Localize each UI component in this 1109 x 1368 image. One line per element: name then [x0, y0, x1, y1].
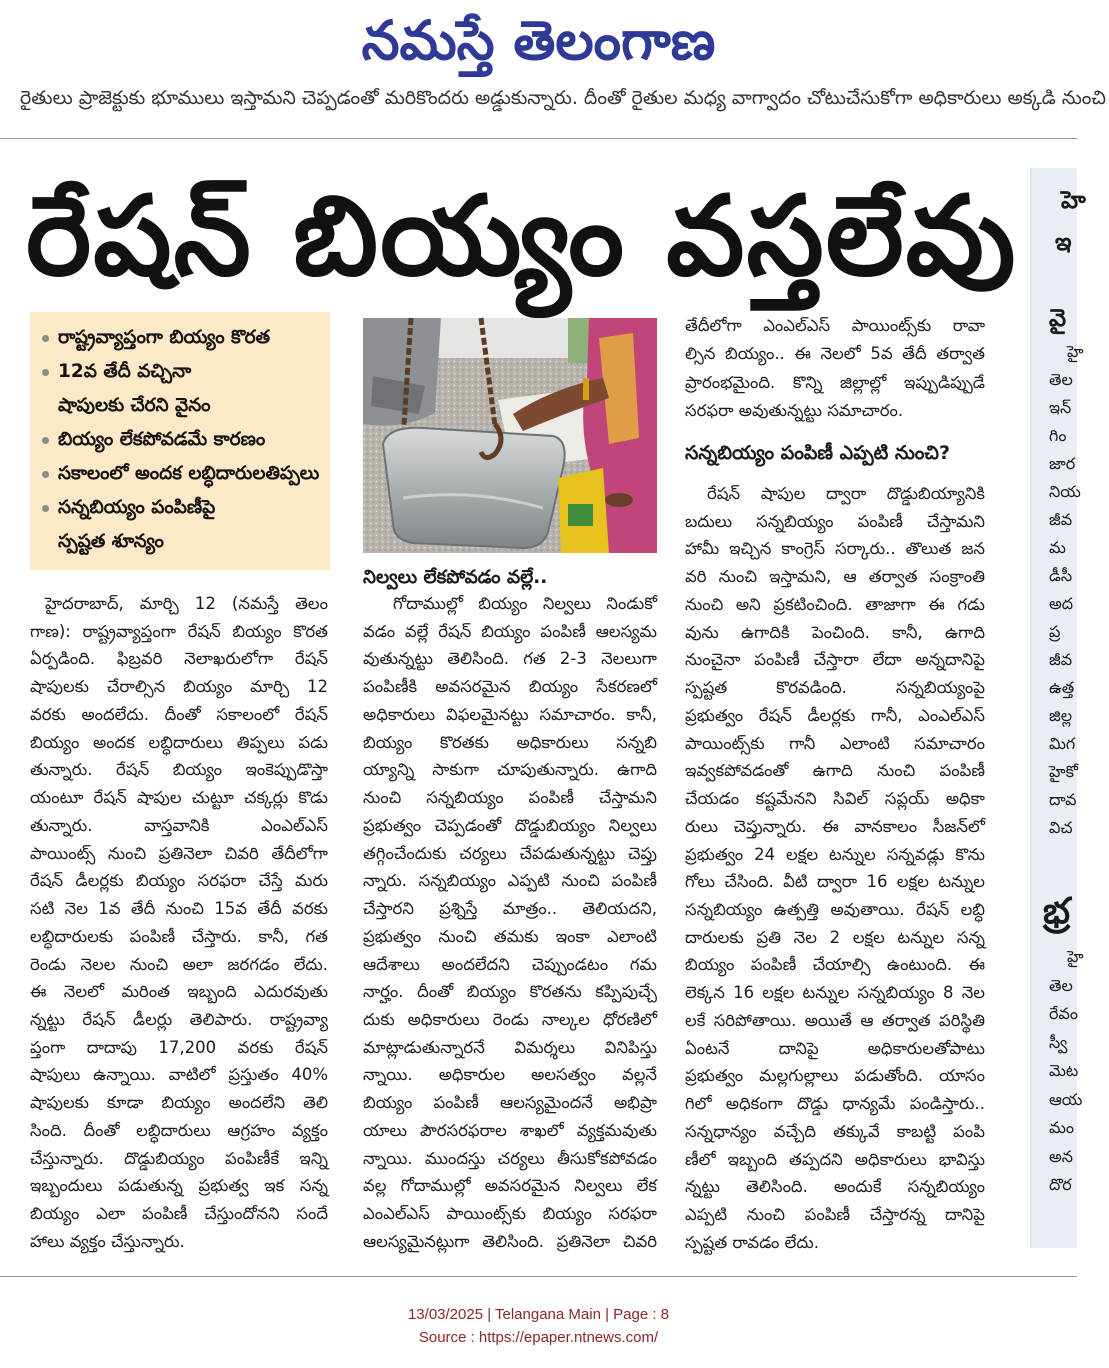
- article-line: వడం వల్లే రేషన్ బియ్యం పంపిణీ ఆలస్యమ: [363, 621, 657, 641]
- side-heading: భ్ర: [1043, 891, 1071, 932]
- side-line: దావ: [1049, 790, 1077, 809]
- article-line: లెక్కన 16 లక్షల టన్నుల సన్నబియ్యం 8 నెల: [685, 983, 985, 1003]
- article-line: సరఫరా అవుతున్నట్టు సమాచారం.: [685, 400, 904, 420]
- article-line: బియ్యం ఎలా పంపిణీ చేస్తుందోనని సందే: [30, 1204, 328, 1224]
- top-strip-text: రైతులు ప్రాజెక్టుకు భూములు ఇస్తామని చెప్పడంతో మరికొందరు అడ్డుకున్నారు. దీంతో రైతుల మధ్య వాగ్వాదం చోటుచేసుకోగా అధికారులు అక్కడి నుంచి: [20, 87, 1106, 109]
- masthead-title: నమస్తే తెలంగాణ: [361, 8, 716, 72]
- article-line: వును ఉగాదికి పెంచింది. కానీ, ఉగాది: [685, 622, 985, 642]
- side-line: జీవ: [1049, 650, 1073, 669]
- article-line: పాయింట్స్‌కు గానీ ఎలాంటి సమాచారం: [685, 733, 985, 753]
- article-line: తేదీలోగా ఎంఎల్ఎస్ పాయింట్స్‌కు రావా: [685, 316, 985, 335]
- highlight-text: సకాలంలో అందక లబ్ధిదారులతిప్పలు: [58, 463, 320, 484]
- article-line: న్నట్టు రేషన్ డీలర్లు తెలిపారు. రాష్ట్రవ్యా: [30, 1010, 328, 1030]
- article-column-3-body: [685, 480, 985, 1257]
- article-line: హామీ ఇచ్చిన కాంగ్రెస్ సర్కారు.. తొలుత జన: [685, 539, 985, 559]
- side-line: ప్ర: [1049, 622, 1061, 641]
- side-line: రేవం: [1049, 1004, 1078, 1023]
- highlight-item: [30, 423, 330, 457]
- article-line: తున్నారు. వాస్తవానికి ఎంఎల్ఎస్: [30, 815, 328, 835]
- side-heading: వై: [1049, 304, 1067, 332]
- article-line: తగ్గించేందుకు చర్యలు చేపడుతున్నట్టు చెప్తు: [363, 843, 657, 863]
- side-line: దొర: [1049, 1175, 1072, 1194]
- side-line: స్వీ: [1049, 1032, 1068, 1052]
- side-line: హైకో: [1049, 762, 1078, 781]
- article-line: నార్హం. దీంతో బియ్యం కొరతను కప్పిపుచ్చే: [363, 982, 657, 1002]
- photo-bag-label: [568, 504, 593, 526]
- article-column-1: [30, 590, 328, 1256]
- article-line: వరి నుంచి ఇస్తామని, ఆ తర్వాత సంక్రాంతి: [685, 567, 985, 587]
- side-heading: ఇ: [1055, 228, 1072, 256]
- article-line: అధికారులు విఫలమైనట్టు సమాచారం. కానీ,: [363, 704, 657, 724]
- section-subhead: సన్నబియ్యం పంపిణీ ఎప్పటి నుంచి?: [685, 442, 950, 464]
- side-line: హై: [1067, 342, 1084, 361]
- article-line: మాట్లాడుతున్నారనే విమర్శలు వినిపిస్తు: [363, 1037, 657, 1057]
- article-line: ప్తంగా దాదాపు 17,200 వరకు రేషన్: [30, 1037, 328, 1057]
- side-line: మం: [1049, 1118, 1075, 1137]
- article-line: దారులకు ప్రతి నెల 2 లక్షల టన్నుల సన్న: [685, 927, 985, 947]
- photo-scale-pan: [383, 428, 565, 548]
- side-column: [1030, 168, 1086, 1248]
- article-line: ఇబ్బందులు పడుతున్న ప్రభుత్వ ఇక సన్న: [30, 1176, 328, 1196]
- highlight-text: సన్నబియ్యం పంపిణీపై: [58, 497, 216, 518]
- article-line: రేషన్ డీలర్లకు బియ్యం సరఫరా చేస్తే మరు: [30, 871, 328, 891]
- bullet-icon: [42, 437, 49, 444]
- side-line: మెట: [1049, 1061, 1079, 1080]
- article-line: వల్ల గోదాముల్లో అవసరమైన నిల్వలు లేక: [363, 1176, 657, 1196]
- side-lines-b: [1049, 943, 1109, 1200]
- article-line: బదులు సన్నబియ్యం పంపిణీ చేస్తామని: [685, 511, 985, 531]
- article-line: స్పష్టత రావడం లేదు.: [685, 1232, 819, 1252]
- article-line: సన్నబియ్యం ఉత్పత్తి అవుతాయి. రేషన్ లబ్ధి: [685, 900, 985, 920]
- article-line: రేషన్ షాపుల ద్వారా దొడ్డుబియ్యానికి: [707, 484, 985, 503]
- article-line: చేస్తున్నారు. దొడ్డుబియ్యం పంపిణీకే ఇన్ని: [30, 1148, 328, 1168]
- article-line: హాలు వ్యక్తం చేస్తున్నారు.: [30, 1231, 185, 1251]
- highlight-item-continuation: [30, 389, 330, 423]
- article-line: ఎప్పటి నుంచి పంపిణీ చేస్తారన్న దానిపై: [685, 1205, 985, 1225]
- article-line: వుతున్నట్టు తెలిసింది. గత 2-3 నెలలుగా: [363, 649, 657, 669]
- side-line: అద: [1049, 594, 1074, 613]
- side-line: అన: [1049, 1146, 1074, 1166]
- article-line: లబ్ధిదారులకు పంపిణీ చేస్తారు. కానీ, గత: [30, 926, 328, 946]
- highlight-item: [30, 355, 330, 389]
- divider-line: [0, 138, 1077, 139]
- article-line: ప్రభుత్వం మల్లగుల్లాలు పడుతోంది. యాసం: [685, 1066, 985, 1086]
- article-line: న్నాయి. అధికారుల అలసత్వం వల్లనే: [363, 1065, 657, 1085]
- article-line: ఈ నెలలో మరింత ఇబ్బంది ఎదురవుతు: [30, 982, 328, 1002]
- article-line: ఎంఎల్ఎస్ పాయింట్స్‌కు బియ్యం సరఫరా: [363, 1204, 657, 1224]
- article-line: న్నారు. సన్నబియ్యం ఎప్పటి నుంచి పంపిణీ: [363, 871, 657, 891]
- side-line: గిం: [1049, 426, 1067, 445]
- highlights-box: [30, 312, 330, 570]
- page-footer-edition: 13/03/2025 | Telangana Main | Page : 8: [407, 1306, 670, 1323]
- article-line: న్నాయి. ముందస్తు చర్యలు తీసుకోకపోవడం: [363, 1148, 657, 1168]
- photo-caption: నిల్వలు లేకపోవడం వల్లే..: [363, 567, 548, 588]
- article-line: హైదరాబాద్, మార్చి 12 (నమస్తే తెలం: [45, 594, 328, 613]
- headline: రేషన్ బియ్యం వస్తలేవు: [26, 172, 1018, 300]
- article-line: గోలు చేసింది. వీటి ద్వారా 16 లక్షల టన్నుల: [685, 872, 985, 892]
- article-line: రులు చెప్తున్నారు. ఈ వానకాలం సీజన్‌లో: [685, 816, 985, 836]
- article-line: గిలో అధికంగా దొడ్డు ధాన్యమే పండిస్తారు..: [685, 1094, 985, 1114]
- highlight-text: బియ్యం లేకపోవడమే కారణం: [58, 429, 266, 450]
- article-line: యంటూ రేషన్ షాపుల చుట్టూ చక్కర్లు కొడు: [30, 788, 328, 808]
- bullet-icon: [42, 369, 49, 376]
- article-line: రెండు నెలల నుంచి అలా జరగడం లేదు.: [30, 954, 328, 974]
- side-line: హై: [1067, 947, 1084, 966]
- article-line: తున్నారు. రేషన్ బియ్యం ఇంకెప్పుడొస్తా: [30, 760, 328, 780]
- side-line: తెల: [1049, 975, 1073, 995]
- side-line: విచ: [1049, 818, 1073, 837]
- article-line: యాలు పౌరసరఫరాల శాఖలో వ్యక్తమవుతు: [363, 1120, 657, 1140]
- article-line: బియ్యం కొరతకు అధికారులు సన్నబి: [363, 732, 657, 752]
- bullet-icon: [42, 505, 49, 512]
- article-line: ప్రభుత్వం నుంచి తమకు ఇంకా ఎలాంటి: [363, 926, 657, 946]
- page-footer-source: Source : https://epaper.ntnews.com/: [418, 1329, 659, 1346]
- highlight-item: [30, 457, 330, 491]
- article-line: ణీలో ఇబ్బంది తప్పదని అధికారులు భావిస్తు: [685, 1149, 985, 1169]
- article-column-2: [363, 590, 657, 1256]
- article-line: య్యాన్ని సాకుగా చూపుతున్నారు. ఉగాది: [363, 760, 657, 780]
- article-line: పాయింట్స్ నుంచి ప్రతినెలా చివరి తేదీలోగా: [30, 843, 328, 863]
- article-line: షాపులకు కూడా బియ్యం అందలేని తెలి: [30, 1093, 328, 1113]
- side-line: జీవ: [1049, 510, 1073, 529]
- article-line: ప్రభుత్వం చెప్పడంతో దొడ్డుబియ్యం నిల్వలు: [363, 815, 657, 835]
- side-lines-a: [1049, 338, 1109, 842]
- article-line: సన్నధాన్యం వచ్చేది తక్కువే కాబట్టి పంపి: [685, 1121, 985, 1141]
- article-line: సింది. దీంతో లబ్ధిదారులు ఆగ్రహం వ్యక్తం: [30, 1120, 328, 1140]
- article-line: నుంచైనా పంపిణీ చేస్తారా లేదా అన్నదానిపై: [685, 650, 985, 670]
- highlight-text: రాష్ట్రవ్యాప్తంగా బియ్యం కొరత: [58, 327, 270, 348]
- side-line: జిల్ల: [1049, 706, 1073, 725]
- article-line: గోదాముల్లో బియ్యం నిల్వలు నిండుకో: [393, 594, 657, 613]
- footer-divider: [0, 1276, 1077, 1277]
- article-line: ఇవ్వకపోవడంతో ఉగాది నుంచి పంపిణీ: [685, 761, 985, 781]
- photo-foot: [605, 493, 633, 507]
- side-line: నియ: [1049, 482, 1081, 501]
- article-line: ల్సిన బియ్యం.. ఈ నెలలో 5వ తేదీ తర్వాత: [685, 344, 985, 364]
- article-line: ప్రారంభమైంది. కొన్ని జిల్లాల్లో ఇప్పుడిప్పుడే: [685, 372, 985, 392]
- side-line: ఇన్: [1049, 398, 1072, 417]
- article-line: గాణ): రాష్ట్రవ్యాప్తంగా రేషన్ బియ్యం కొరత: [30, 621, 328, 641]
- article-line: చేయడం కష్టమేనని సివిల్ సప్లయ్ అధికా: [685, 789, 985, 809]
- article-line: బియ్యం పంపిణీ ఆలస్యమైందనే అభిప్రా: [363, 1093, 657, 1113]
- side-line: మ: [1049, 538, 1066, 557]
- article-line: వరకు అందలేదు. దీంతో సకాలంలో రేషన్: [30, 704, 328, 724]
- side-line: ఉత్త: [1049, 678, 1075, 697]
- side-line: తెల: [1049, 370, 1073, 389]
- article-line: ఆదేశాలు అందలేదని చెప్పుండటం గమ: [363, 954, 657, 974]
- bullet-icon: [42, 471, 49, 478]
- article-line: ప్రభుత్వం 24 లక్షల టన్నుల సన్నవడ్లు కొను: [685, 844, 985, 864]
- highlight-text: 12వ తేదీ వచ్చినా: [58, 361, 192, 382]
- article-line: స్పష్టత కొరవడింది. సన్నబియ్యంపై: [685, 678, 985, 698]
- article-line: దుకు అధికారులు రెండు నాల్కల ధోరణిలో: [363, 1010, 657, 1030]
- article-line: బియ్యం పంపిణీ చేయాల్సి ఉంటుంది. ఈ: [685, 955, 985, 975]
- article-line: షాపులు ఉన్నాయి. వాటిలో ప్రస్తుతం 40%: [30, 1065, 328, 1085]
- news-photo: [363, 318, 657, 553]
- side-line: జార: [1049, 454, 1076, 473]
- photo-bangles: [583, 378, 589, 400]
- article-line: షాపులకు చేరాల్సిన బియ్యం మార్చి 12: [30, 677, 328, 697]
- top-strip: [20, 87, 1106, 114]
- side-line: మిగ: [1049, 734, 1076, 753]
- article-line: సటి నెల 1వ తేదీ నుంచి 15వ తేదీ వరకు: [30, 899, 328, 919]
- bullet-icon: [42, 335, 49, 342]
- article-line: నుంచి సన్నబియ్యం పంపిణీ చేస్తామని: [363, 788, 657, 808]
- article-line: పంపిణీకి అవసరమైన బియ్యం సేకరణలో: [363, 677, 657, 697]
- article-line: లకే సరిపోతాయి. అయితే ఆ తర్వాత పరిస్థితి: [685, 1010, 985, 1030]
- article-line: చేస్తారని ప్రశ్నిస్తే మాత్రం.. తెలియదని,: [363, 899, 657, 919]
- highlight-item: [30, 491, 330, 525]
- article-line: నుంచి అని ప్రకటించింది. తాజాగా ఈ గడు: [685, 594, 985, 614]
- highlight-item-continuation: [30, 525, 330, 559]
- side-line: డీసీ: [1049, 566, 1073, 585]
- highlight-text: స్పష్టత శూన్యం: [58, 531, 164, 552]
- side-line: ఆయ: [1049, 1089, 1083, 1109]
- article-line: ప్రభుత్వం రేషన్ డీలర్లకు గానీ, ఎంఎల్ఎస్: [685, 705, 985, 725]
- article-line: ఆలస్యమైనట్లుగా తెలిసింది. ప్రతినెలా చివరి: [363, 1231, 657, 1251]
- highlight-item: [30, 321, 330, 355]
- highlight-text: షాపులకు చేరని వైనం: [58, 395, 211, 416]
- side-heading: హె: [1061, 186, 1086, 214]
- article-line: న్నట్టు తెలిసింది. అందుకే సన్నబియ్యం: [685, 1177, 985, 1197]
- article-column-3-top: [685, 312, 985, 425]
- article-line: ఏర్పడింది. ఫిబ్రవరి నెలాఖరులోగా రేషన్: [30, 649, 328, 669]
- article-line: బియ్యం అందక లబ్ధిదారులు తిప్పలు పడు: [30, 732, 328, 752]
- article-line: ఏంటనే దానిపై అధికారులతోపాటు: [685, 1038, 985, 1058]
- news-photo-image: [363, 318, 657, 553]
